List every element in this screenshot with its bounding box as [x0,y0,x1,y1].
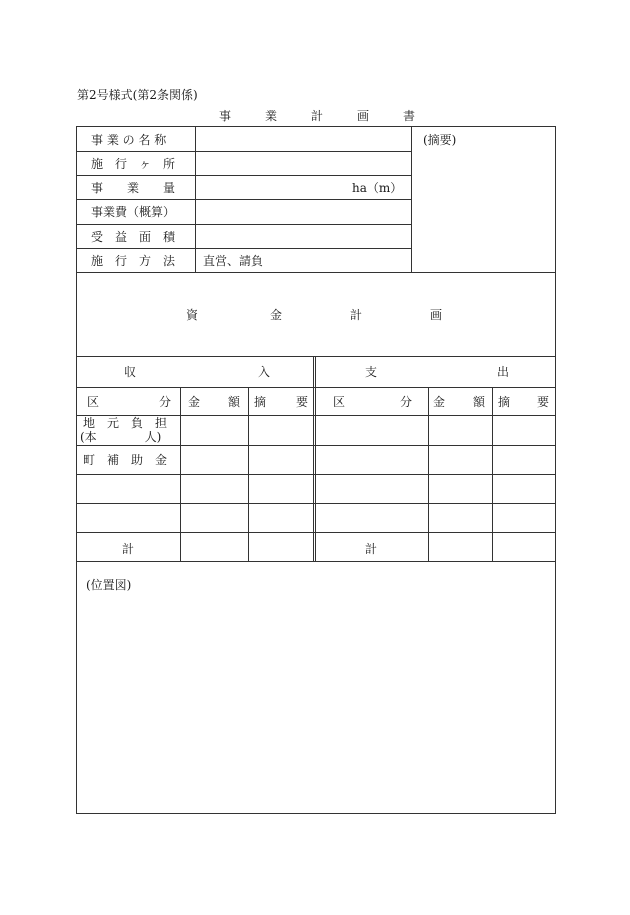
row-divider [76,387,556,388]
value-quantity-unit: ha（m） [352,181,403,195]
column-divider [180,387,181,562]
title-char: 計 [311,109,324,123]
row-divider [76,248,412,249]
column-divider [411,126,412,273]
row-divider [76,532,556,533]
income-row-town-subsidy: 町 補 助 金 [83,453,168,467]
row-divider [76,503,556,504]
row-divider [76,199,412,200]
label-quantity: 事 業 量 [91,181,176,195]
income-heading-char: 収 [124,365,137,379]
income-col-division: 区 [87,395,100,409]
title-char: 書 [403,109,416,123]
location-map-label: (位置図) [86,578,132,592]
section-divider [76,561,556,562]
row-divider [76,151,412,152]
income-total-label: 計 [122,542,135,556]
expenditure-col-amount: 額 [473,395,486,409]
title-char: 事 [219,109,232,123]
income-col-amount: 金 [188,395,201,409]
remarks-label: (摘要) [423,133,457,147]
column-divider [195,126,196,273]
row-divider [76,356,556,357]
expenditure-col-division: 区 [333,395,346,409]
expenditure-heading-char: 支 [365,365,378,379]
income-row-local-share: 地 元 負 担 [83,416,168,430]
label-location: 施 行 ヶ 所 [91,157,176,171]
row-divider [76,474,556,475]
column-divider [492,387,493,562]
income-col-amount: 額 [228,395,241,409]
income-col-remarks: 要 [296,395,309,409]
income-row-local-share-note: (本 人) [80,430,162,444]
section-divider [76,272,556,273]
income-col-division: 分 [159,395,172,409]
income-heading-char: 入 [258,365,271,379]
value-method: 直営、請負 [203,254,264,268]
row-divider [76,175,412,176]
column-divider [248,387,249,562]
title-char: 画 [357,109,370,123]
expenditure-total-label: 計 [365,542,378,556]
title-char: 業 [265,109,278,123]
funding-title-char: 金 [270,308,283,322]
column-divider [428,387,429,562]
expenditure-col-remarks: 摘 [498,395,511,409]
income-col-remarks: 摘 [254,395,267,409]
expenditure-col-division: 分 [400,395,413,409]
label-project-name: 事 業 の 名 称 [91,133,167,147]
funding-title-char: 画 [430,308,443,322]
label-method: 施 行 方 法 [91,254,176,268]
expenditure-col-remarks: 要 [537,395,550,409]
row-divider [76,445,556,446]
expenditure-col-amount: 金 [433,395,446,409]
funding-title-char: 計 [350,308,363,322]
form-number: 第2号様式(第2条関係) [77,88,198,102]
label-cost: 事業費（概算） [91,205,176,219]
income-expenditure-divider [313,356,316,562]
expenditure-heading-char: 出 [497,365,510,379]
label-benefit-area: 受 益 面 積 [91,230,176,244]
funding-title-char: 資 [186,308,199,322]
row-divider [76,224,412,225]
